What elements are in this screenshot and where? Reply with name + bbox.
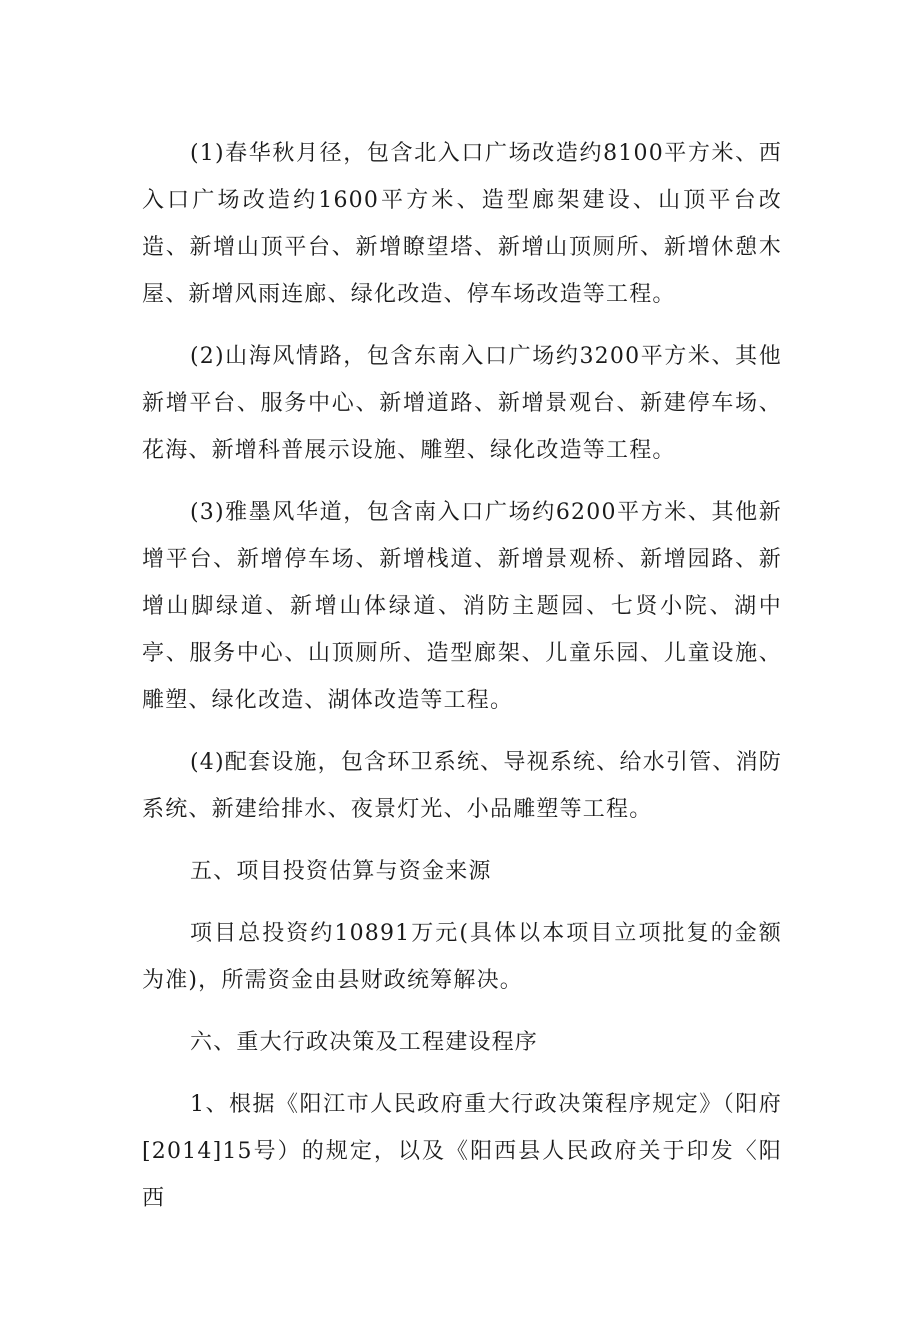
paragraph-investment: 项目总投资约10891万元(具体以本项目立项批复的金额为准)，所需资金由县财政统筹解决。 — [142, 921, 782, 993]
paragraph-seaside-road: (2)山海风情路，包含东南入口广场约3200平方米、其他新增平台、服务中心、新增道路、新增景观台、新建停车场、花海、新增科普展示设施、雕塑、绿化改造等工程。 — [142, 344, 782, 463]
paragraph-procedure: 1、根据《阳江市人民政府重大行政决策程序规定》（阳府[2014]15号）的规定，以及《阳西县人民政府关于印发〈阳西 — [142, 1092, 782, 1211]
paragraph-spring-autumn-path: (1)春华秋月径，包含北入口广场改造约8100平方米、西入口广场改造约1600平方米、造型廊架建设、山顶平台改造、新增山顶平台、新增瞭望塔、新增山顶厕所、新增休憩木屋、新增风雨连廊、绿化改造、停车场改造等工程。 — [142, 141, 782, 307]
paragraph-yamo-avenue: (3)雅墨风华道，包含南入口广场约6200平方米、其他新增平台、新增停车场、新增栈道、新增景观桥、新增园路、新增山脚绿道、新增山体绿道、消防主题园、七贤小院、湖中亭、服务中心、山顶厕所、造型廊架、儿童乐园、儿童设施、雕塑、绿化改造、湖体改造等工程。 — [142, 500, 782, 713]
document-body — [142, 130, 782, 1237]
paragraph-supporting-facilities: (4)配套设施，包含环卫系统、导视系统、给水引管、消防系统、新建给排水、夜景灯光、小品雕塑等工程。 — [142, 750, 782, 822]
section-heading-investment: 五、项目投资估算与资金来源 — [190, 859, 492, 884]
section-heading-procedure: 六、重大行政决策及工程建设程序 — [190, 1030, 539, 1055]
